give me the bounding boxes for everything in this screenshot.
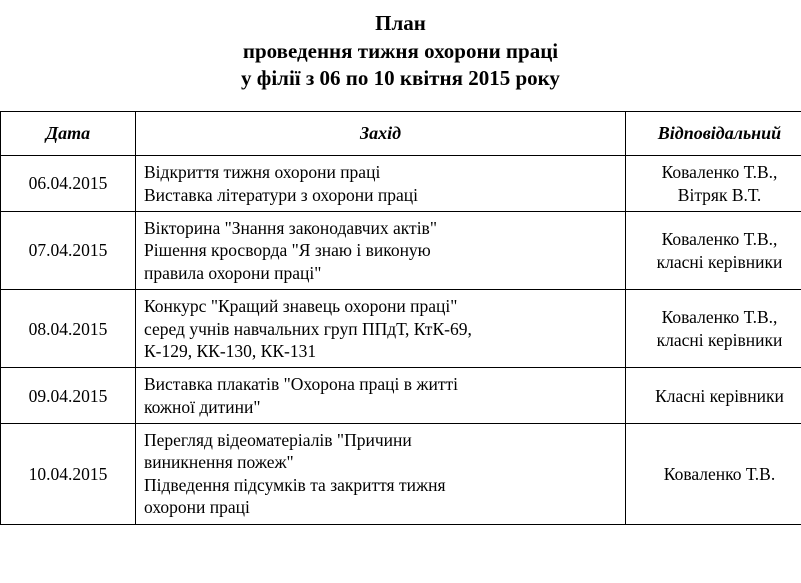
title-line-3: у філії з 06 по 10 квітня 2015 року [241,66,560,91]
table-row [1,368,801,424]
event-line: Вікторина "Знання законодавчих актів" [144,217,437,238]
cell-responsible [626,211,801,289]
cell-responsible [626,290,801,368]
event-line: Виставка плакатів "Охорона праці в житті [144,374,459,395]
table-header-row [1,112,801,156]
event-line: Рішення кросворда "Я знаю і виконую [144,240,431,261]
column-header-responsible: Відповідальний [626,112,801,156]
event-line: Підведення підсумків та закриття тижня [144,474,446,495]
responsible-line: Коваленко Т.В., [661,229,778,250]
table-row [1,156,801,212]
column-header-date: Дата [1,112,136,156]
table-header [1,112,801,156]
column-header-event: Захід [136,112,626,156]
event-line: виникнення пожеж" [144,452,294,473]
event-line: кожної дитини" [144,396,261,417]
responsible-line: Коваленко Т.В., [661,307,778,328]
cell-event [136,290,626,368]
table-row [1,424,801,525]
cell-date: 07.04.2015 [1,211,136,289]
event-line: охорони праці [144,497,250,518]
responsible-line: класні керівники [656,329,783,350]
event-line: Відкриття тижня охорони праці [144,162,381,183]
cell-event [136,211,626,289]
title-line-2: проведення тижня охорони праці [242,38,559,63]
cell-responsible [626,156,801,212]
cell-responsible [626,368,801,424]
event-line: серед учнів навчальних груп ППдТ, КтК-69, [144,318,472,339]
page-title [0,0,801,93]
cell-date: 08.04.2015 [1,290,136,368]
responsible-line: Коваленко Т.В. [663,463,776,484]
table-body [1,156,801,524]
cell-event [136,368,626,424]
plan-table [0,111,801,525]
cell-date: 06.04.2015 [1,156,136,212]
cell-event [136,424,626,525]
event-line: К-129, КК-130, КК-131 [144,340,317,361]
cell-event [136,156,626,212]
cell-date: 10.04.2015 [1,424,136,525]
cell-responsible [626,424,801,525]
responsible-line: Коваленко Т.В., [661,162,778,183]
cell-date: 09.04.2015 [1,368,136,424]
responsible-line: Класні керівники [655,385,784,406]
title-line-1: План [375,11,426,35]
event-line: Виставка літератури з охорони праці [144,184,418,205]
responsible-line: класні керівники [656,251,783,272]
event-line: Конкурс "Кращий знавець охорони праці" [144,296,458,317]
event-line: правила охорони праці" [144,262,322,283]
table-row [1,211,801,289]
responsible-line: Вітряк В.Т. [677,184,762,205]
table-row [1,290,801,368]
event-line: Перегляд відеоматеріалів "Причини [144,430,412,451]
